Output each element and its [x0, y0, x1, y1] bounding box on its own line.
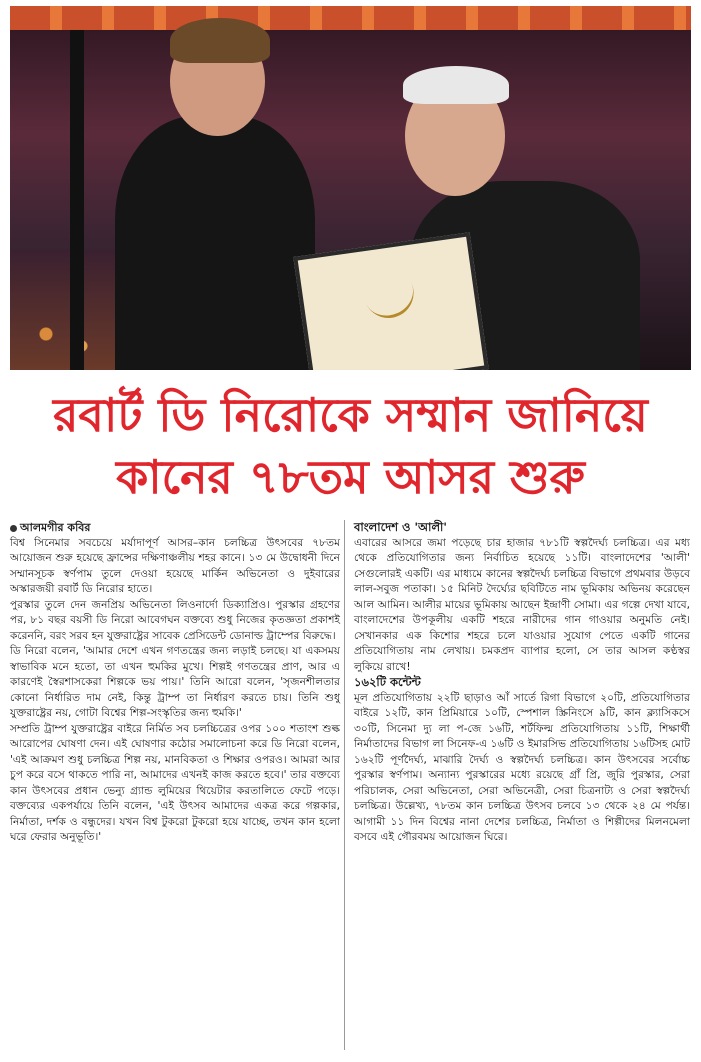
photo-pillar [70, 30, 84, 370]
headline-line-2: কানের ৭৮তম আসর শুরু [116, 450, 585, 504]
paragraph: ডি নিরো বলেন, 'আমার দেশে এখন গণতন্ত্রের জন্য লড়াই চলছে। যা একসময় স্বাভাবিক মনে হতো, তা এখন হুমকির মুখে। শিল্পই গণতন্ত্রের প্রাণ, আর এ কারণেই স্বৈরশাসকেরা শিল্পকে ভয় পায়।' তিনি আরো বলেন, 'সৃজনশীলতার কোনো নির্ধারিত দাম নেই, কিন্তু ট্রাম্প তা নির্ধারণ করতে চায়। তিনি শুধু যুক্তরাষ্ট্রের নয়, গোটা বিশ্বের শিল্প-সংস্কৃতির জন্য হুমকি।' [10, 645, 340, 719]
paragraph: বিশ্ব সিনেমার সবচেয়ে মর্যাদাপূর্ণ আসর–কান চলচ্চিত্র উৎসবের ৭৮তম আয়োজন শুরু হয়েছে ফ্রান্সের দক্ষিণাঞ্চলীয় শহর কানে। ১৩ মে উদ্বোধনী দিনে সম্মানসূচক স্বর্ণপাম তুলে দেওয়া হয়েছে মার্কিন অভিনেতা ও দুইবারের অস্কারজয়ী রবার্ট ডি নিরোর হাতে। [10, 536, 340, 595]
author-byline [10, 520, 340, 536]
photo-background-strip [10, 6, 691, 30]
photo-person-left [115, 116, 315, 370]
paragraph: এবারের আসরে জমা পড়েছে চার হাজার ৭৮১টি স্বল্পদৈর্ঘ্য চলচ্চিত্র। এর মধ্য থেকে প্রতিযোগিতার জন্য নির্বাচিত হয়েছে ১১টি। বাংলাদেশের 'আলী' সেগুলোরই একটি। এর মাধ্যমে কানের স্বল্পদৈর্ঘ্য চলচ্চিত্র বিভাগে প্রথমবার উড়বে লাল-সবুজ পতাকা। ১৫ মিনিট দৈর্ঘ্যের ছবিটিতে নাম ভূমিকায় অভিনয় করেছেন আল আমিন। আলীর মায়ের ভূমিকায় আছেন ইন্দ্রাণী সোমা। এর গল্পে দেখা যাবে, বাংলাদেশের উপকূলীয় একটি শহরে নারীদের গান গাওয়ার অনুমতি নেই। সেখানকার এক কিশোর শহরে চলে যাওয়ার সুযোগ পেতে একটি গানের প্রতিযোগিতায় নাম লেখায়। চমকপ্রদ ব্যাপার হলো, সে তার আসল কণ্ঠস্বর লুকিয়ে রাখে! [354, 536, 690, 673]
headline-line-1: রবার্ট ডি নিরোকে সম্মান জানিয়ে [53, 388, 648, 442]
paragraph: মূল প্রতিযোগিতায় ২২টি ছাড়াও আঁ সার্তে রিগা বিভাগে ২০টি, প্রতিযোগিতার বাইরে ১২টি, কান প্রিমিয়ারে ১০টি, স্পেশাল স্ক্রিনিংসে ৯টি, কান ক্ল্যাসিকসে ৩০টি, সিনেমা দ্যু লা প-জে ১৬টি, শর্টফিল্ম প্রতিযোগিতায় ১১টি, শিক্ষার্থী নির্মাতাদের বিভাগ লা সিনেফ-এ ১৬টি ও ইমারসিভ প্রতিযোগিতায় ১৬টিসহ মোট ১৬২টি পূর্ণদৈর্ঘ্য, মাঝারি দৈর্ঘ্য ও স্বল্পদৈর্ঘ্য চলচ্চিত্র। কান উৎসবের সর্বোচ্চ পুরস্কার স্বর্ণপাম। অন্যান্য পুরস্কারের মধ্যে রয়েছে গ্রাঁ প্রি, জুরি পুরস্কার, সেরা পরিচালক, সেরা অভিনেতা, সেরা অভিনেত্রী, সেরা চিত্রনাট্য ও সেরা স্বল্পদৈর্ঘ্য চলচ্চিত্র। উল্লেখ্য, ৭৮তম কান চলচ্চিত্র উৎসব চলবে ১৩ থেকে ২৪ মে পর্যন্ত। আগামী ১১ দিন বিশ্বের নানা দেশের চলচ্চিত্র, নির্মাতা ও শিল্পীদের মিলনমেলা বসবে এই গৌরবময় আয়োজন ঘিরে। [354, 691, 690, 843]
photo-person-left-hair [170, 18, 270, 63]
author-name: আলমগীর কবির [20, 521, 91, 534]
photo-person-right-hair [403, 66, 509, 104]
column-divider [344, 520, 345, 1050]
section-heading: ১৬২টি কন্টেন্ট [354, 675, 421, 689]
paragraph: সম্প্রতি ট্রাম্প যুক্তরাষ্ট্রের বাইরে নির্মিত সব চলচ্চিত্রের ওপর ১০০ শতাংশ শুল্ক আরোপের ঘোষণা দেন। এই ঘোষণার কঠোর সমালোচনা করে ডি নিরো বলেন, 'এই আক্রমণ শুধু চলচ্চিত্র শিল্প নয়, মানবিকতা ও শিক্ষার ওপরও। আমরা আর চুপ করে বসে থাকতে পারি না, আমাদের এখনই কাজ করতে হবে।' তার বক্তব্যে কান উৎসবের প্রধান ভেন্যু গ্র্যান্ড লুমিয়ের থিয়েটার করতালিতে ফেটে পড়ে। বক্তব্যের একপর্যায়ে তিনি বলেন, 'এই উৎসব আমাদের একত্র করে গল্পকার, নির্মাতা, দর্শক ও বন্ধুদের। যখন বিশ্ব টুকরো টুকরো হয়ে যাচ্ছে, তখন কান হলো ঘরে ফেরার অনুভূতি।' [10, 722, 340, 843]
headline [10, 384, 691, 508]
article-column-left [10, 520, 340, 846]
news-photo [10, 6, 691, 370]
bullet-icon [10, 525, 17, 532]
section-heading: বাংলাদেশ ও 'আলী' [354, 520, 447, 534]
paragraph: পুরস্কার তুলে দেন জনপ্রিয় অভিনেতা লিওনার্দো ডিক্যাপ্রিও। পুরস্কার গ্রহণের পর, ৮১ বছর বয়সী ডি নিরো আবেগঘন বক্তব্যে শুধু নিজের কৃতজ্ঞতা প্রকাশই করেননি, বরং সরব হন যুক্তরাষ্ট্রের সাবেক প্রেসিডেন্ট ডোনাল্ড ট্রাম্পের বিরুদ্ধে। [10, 598, 340, 642]
article-column-right [354, 520, 690, 846]
